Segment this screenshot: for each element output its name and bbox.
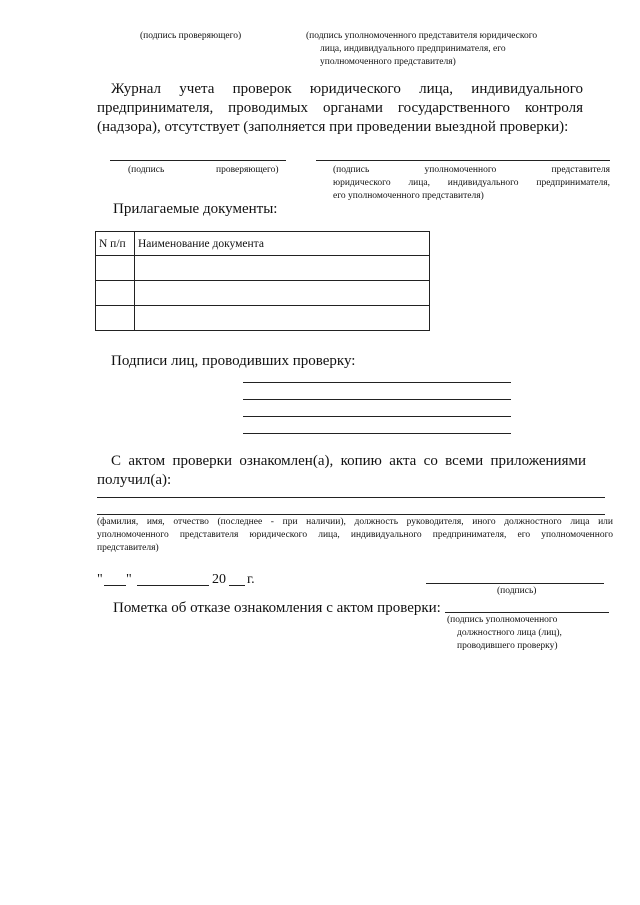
attached-documents-table [95,231,430,331]
year-suffix: г. [247,572,255,587]
table-cell-number [96,281,135,306]
day-line [104,585,126,586]
representative-signature-caption [306,30,596,69]
refusal-caption [447,614,607,653]
inspector-signature-line [243,433,511,434]
caption-line: проводившего проверку) [457,641,558,651]
table-row [96,281,430,306]
inspector-signature-line [243,399,511,400]
table-row [96,306,430,331]
inspector-signature-line [110,160,286,161]
inspector-signature-caption: (подпись проверяющего) [140,31,242,41]
caption-line: (фамилия, имя, отчество (последнее - при наличии), должность руководителя, иного должностного лица или [97,517,613,527]
inspector-signature-line [243,382,511,383]
signature-caption: (подпись) [497,586,537,596]
paragraph-line: С актом проверки ознакомлен(а), копию акта со всеми приложениями [111,453,586,469]
table-header-row [96,232,430,256]
recipient-name-line [97,497,605,498]
table-cell-number [96,256,135,281]
attached-documents-heading: Прилагаемые документы: [113,201,278,217]
year-line [229,585,245,586]
caption-line: (подпись уполномоченного представителя юридического [306,31,538,41]
journal-paragraph [97,80,583,137]
caption-line: должностного лица (лиц), [457,628,562,638]
caption-line: уполномоченного представителя) [320,57,456,67]
inspector-caption-right: проверяющего) [216,165,279,175]
caption-line: юридического лица, индивидуального предпринимателя, [333,178,610,188]
column-header-document-name: Наименование документа [135,232,430,256]
caption-line: (подпись уполномоченного представителя [333,165,610,175]
table-cell-name [135,306,430,331]
caption-line: лица, индивидуального предпринимателя, его [320,44,506,54]
caption-line: уполномоченного представителя юридического лица, индивидуального предпринимателя, его уполномоченного [97,530,613,540]
acquaintance-paragraph [97,452,586,490]
caption-line: его уполномоченного представителя) [333,191,484,201]
year-prefix: 20 [212,572,226,587]
column-header-number: N п/п [96,232,135,256]
inspectors-signatures-heading: Подписи лиц, проводивших проверку: [111,353,356,369]
recipient-caption [97,516,613,555]
caption-line: представителя) [97,543,159,553]
recipient-name-line [97,514,605,515]
table-cell-name [135,281,430,306]
caption-line: (подпись уполномоченного [447,615,558,625]
table-cell-number [96,306,135,331]
representative-signature-line [316,160,610,161]
refusal-signature-line [445,612,609,613]
month-line [137,585,209,586]
refusal-label: Пометка об отказе ознакомления с актом проверки: [113,600,441,616]
inspector-caption-left: (подпись [128,165,165,175]
inspector-signature-line [243,416,511,417]
table-cell-name [135,256,430,281]
table-row [96,256,430,281]
paragraph-line: Журнал учета проверок юридического лица, индивидуального [111,81,583,97]
paragraph-line: получил(а): [97,472,172,488]
paragraph-line: предпринимателя, проводимых органами государственного контроля [97,100,583,116]
paragraph-line: (надзора), отсутствует (заполняется при проведении выездной проверки): [97,119,569,135]
date-quote-open: " [97,572,103,587]
signature-line [426,583,604,584]
date-quote-close: " [126,572,132,587]
representative-caption [333,164,610,203]
